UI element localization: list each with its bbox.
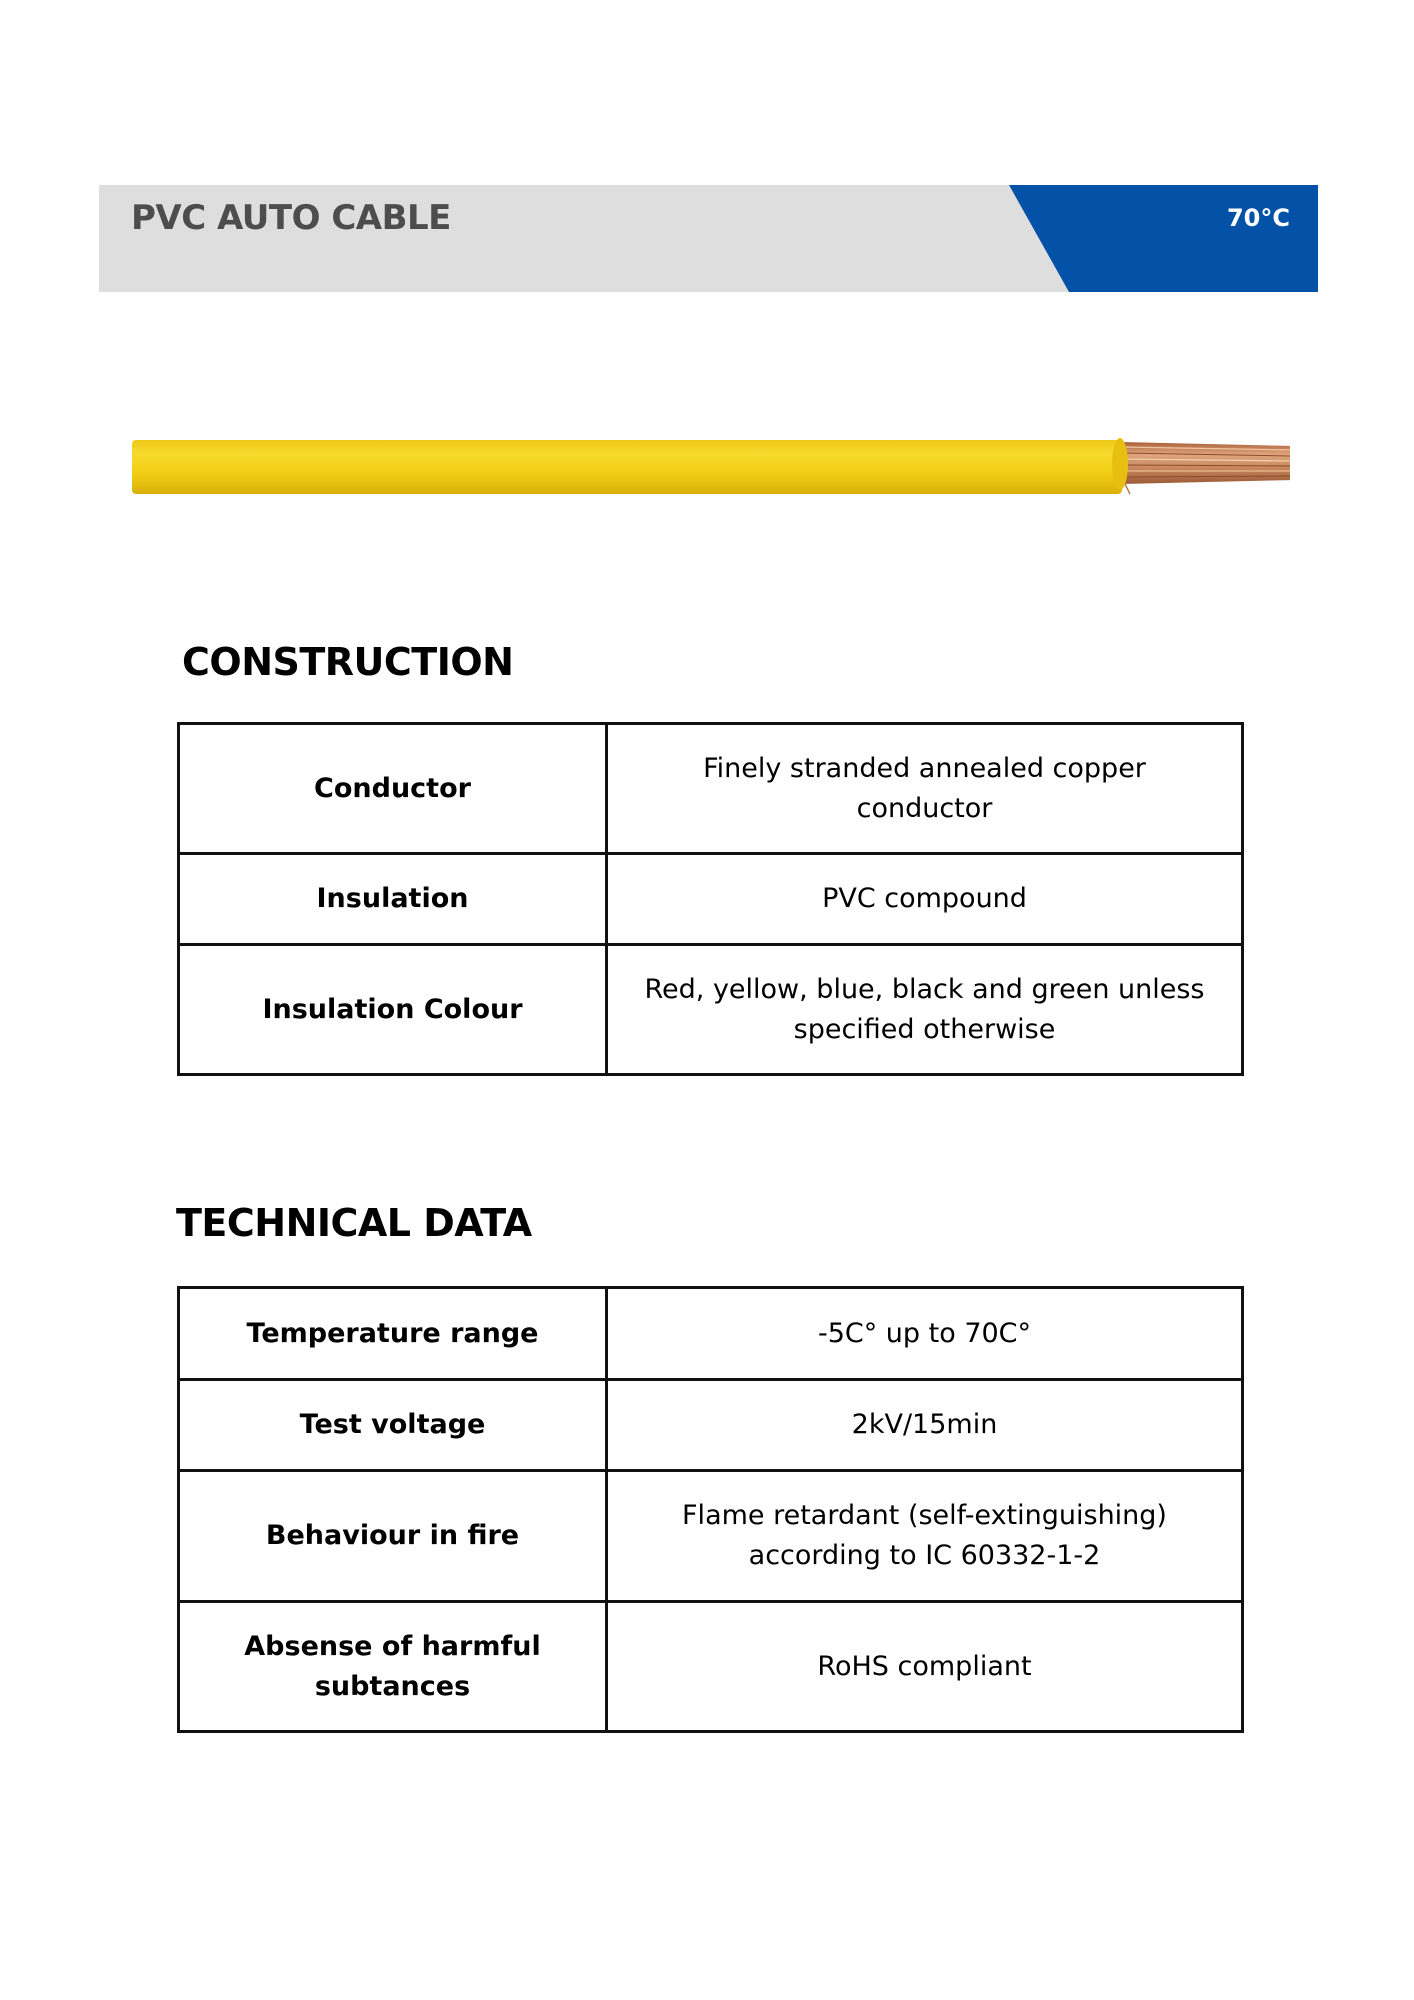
- row-label: Absense of harmful subtances: [179, 1602, 607, 1732]
- table-row: [179, 945, 1243, 1075]
- row-value: PVC compound: [607, 854, 1243, 945]
- copper-conductor: [1120, 442, 1290, 494]
- technical-data-table: [177, 1286, 1244, 1733]
- construction-heading: CONSTRUCTION: [182, 640, 514, 684]
- row-label: Conductor: [179, 724, 607, 854]
- row-value: Red, yellow, blue, black and green unless specified otherwise: [607, 945, 1243, 1075]
- row-value: RoHS compliant: [607, 1602, 1243, 1732]
- row-label: Test voltage: [179, 1380, 607, 1471]
- table-row: [179, 1602, 1243, 1732]
- row-value: -5C° up to 70C°: [607, 1288, 1243, 1380]
- row-label: Temperature range: [179, 1288, 607, 1380]
- table-row: [179, 1380, 1243, 1471]
- table-row: [179, 724, 1243, 854]
- row-label: Insulation Colour: [179, 945, 607, 1075]
- table-row: [179, 1288, 1243, 1380]
- row-value: Finely stranded annealed copper conductor: [607, 724, 1243, 854]
- yellow-insulation: [132, 438, 1128, 494]
- page-title: PVC AUTO CABLE: [131, 198, 451, 238]
- row-value: Flame retardant (self-extinguishing) according to IC 60332-1-2: [607, 1471, 1243, 1602]
- table-row: [179, 1471, 1243, 1602]
- row-value: 2kV/15min: [607, 1380, 1243, 1471]
- yellow-cable-image: [130, 420, 1290, 510]
- header-banner: [99, 185, 1318, 292]
- row-label: Insulation: [179, 854, 607, 945]
- row-label: Behaviour in fire: [179, 1471, 607, 1602]
- technical-data-heading: TECHNICAL DATA: [176, 1201, 532, 1245]
- construction-table: [177, 722, 1244, 1076]
- table-row: [179, 854, 1243, 945]
- temperature-rating: 70°C: [1226, 204, 1290, 232]
